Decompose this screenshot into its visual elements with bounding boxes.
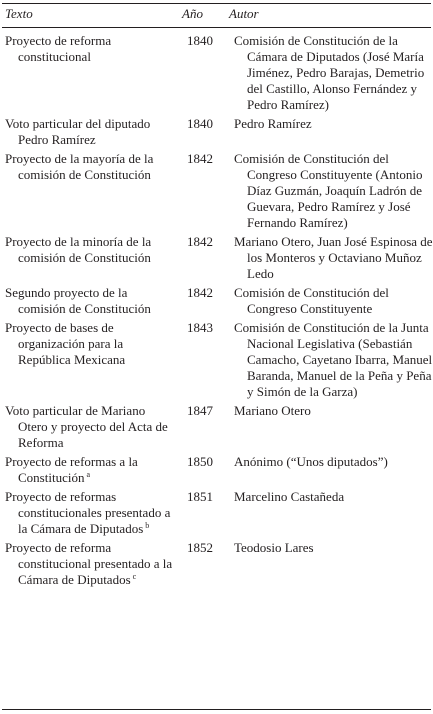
cell-ano: 1842	[187, 285, 213, 300]
cell-autor	[234, 33, 433, 116]
texto-text	[5, 320, 175, 368]
cell-texto	[0, 116, 175, 151]
table-row	[0, 454, 433, 489]
cell-texto	[0, 234, 175, 285]
autor-text: Mariano Otero, Juan José Espinosa de los Monteros y Octaviano Muñoz Ledo	[234, 234, 433, 281]
cell-autor	[234, 489, 433, 540]
cell-texto	[0, 540, 175, 591]
texto-text	[5, 234, 175, 266]
cell-ano: 1842	[187, 234, 213, 249]
cell-ano: 1840	[187, 116, 213, 131]
autor-text: Marcelino Castañeda	[234, 489, 345, 504]
cell-texto	[0, 403, 175, 454]
texto-value: Voto particular de Mariano Otero y proyecto del Acta de Reforma	[5, 403, 168, 450]
cell-ano: 1851	[187, 489, 213, 504]
table-top-rule	[2, 3, 431, 4]
footnote-marker: c	[132, 571, 137, 581]
footnote-marker: b	[145, 520, 150, 530]
table-header	[0, 6, 433, 24]
autor-text: Comisión de Constitución del Congreso Constituyente (Antonio Díaz Guzmán, Joaquín Ladrón de Guevara, Pedro Ramírez y José Fernando Ramírez)	[234, 151, 423, 230]
autor-text: Comisión de Constitución de la Junta Nacional Legislativa (Sebastián Camacho, Cayetano Ibarra, Manuel Baranda, Manuel de la Peña y Peña y Simón de la Garza)	[234, 320, 433, 399]
cell-autor	[234, 454, 433, 489]
table-row	[0, 320, 433, 403]
texto-text	[5, 285, 175, 317]
cell-autor	[234, 116, 433, 151]
autor-text: Pedro Ramírez	[234, 116, 312, 131]
cell-autor	[234, 540, 433, 591]
autor-text: Teodosio Lares	[234, 540, 314, 555]
table-row	[0, 116, 433, 151]
cell-texto	[0, 489, 175, 540]
texto-value: Proyecto de bases de organización para la República Mexicana	[5, 320, 126, 367]
texto-text	[5, 116, 175, 148]
table-row	[0, 234, 433, 285]
cell-texto	[0, 285, 175, 320]
data-table	[0, 33, 433, 591]
table-row	[0, 489, 433, 540]
table-row	[0, 285, 433, 320]
texto-value: Proyecto de la mayoría de la comisión de Constitución	[5, 151, 154, 182]
table-row	[0, 151, 433, 234]
texto-text	[5, 489, 175, 537]
table-row	[0, 33, 433, 116]
cell-texto	[0, 151, 175, 234]
table-row	[0, 403, 433, 454]
cell-texto	[0, 320, 175, 403]
cell-texto	[0, 454, 175, 489]
header-autor: Autor	[229, 6, 259, 21]
autor-text: Mariano Otero	[234, 403, 311, 418]
autor-text: Anónimo (“Unos diputados”)	[234, 454, 388, 469]
header-ano: Año	[182, 6, 203, 21]
cell-ano: 1850	[187, 454, 213, 469]
texto-value: Proyecto de la minoría de la comisión de Constitución	[5, 234, 152, 265]
cell-ano: 1847	[187, 403, 213, 418]
cell-ano: 1842	[187, 151, 213, 166]
texto-text	[5, 454, 175, 486]
texto-value: Segundo proyecto de la comisión de Constitución	[5, 285, 151, 316]
texto-value: Proyecto de reforma constitucional	[5, 33, 112, 64]
autor-text: Comisión de Constitución de la Cámara de Diputados (José María Jiménez, Pedro Barajas, Demetrio del Castillo, Alonso Fernández y Pedro Ramírez)	[234, 33, 425, 112]
texto-text	[5, 540, 175, 588]
cell-ano: 1843	[187, 320, 213, 335]
table-bottom-rule	[2, 709, 431, 710]
table-header-rule	[2, 27, 431, 28]
cell-autor	[234, 320, 433, 403]
footnote-marker: a	[86, 469, 91, 479]
cell-autor	[234, 151, 433, 234]
texto-text	[5, 403, 175, 451]
cell-ano: 1840	[187, 33, 213, 48]
texto-value: Proyecto de reforma constitucional presentado a la Cámara de Diputados	[5, 540, 173, 587]
texto-value: Voto particular del diputado Pedro Ramírez	[5, 116, 151, 147]
autor-text: Comisión de Constitución del Congreso Constituyente	[234, 285, 389, 316]
cell-autor	[234, 285, 433, 320]
texto-value: Proyecto de reformas constitucionales presentado a la Cámara de Diputados	[5, 489, 171, 536]
table-row	[0, 540, 433, 591]
cell-autor	[234, 234, 433, 285]
texto-text	[5, 151, 175, 183]
cell-ano: 1852	[187, 540, 213, 555]
cell-autor	[234, 403, 433, 454]
texto-value: Proyecto de reformas a la Constitución	[5, 454, 138, 485]
cell-texto	[0, 33, 175, 116]
header-texto: Texto	[5, 6, 33, 21]
texto-text	[5, 33, 175, 65]
